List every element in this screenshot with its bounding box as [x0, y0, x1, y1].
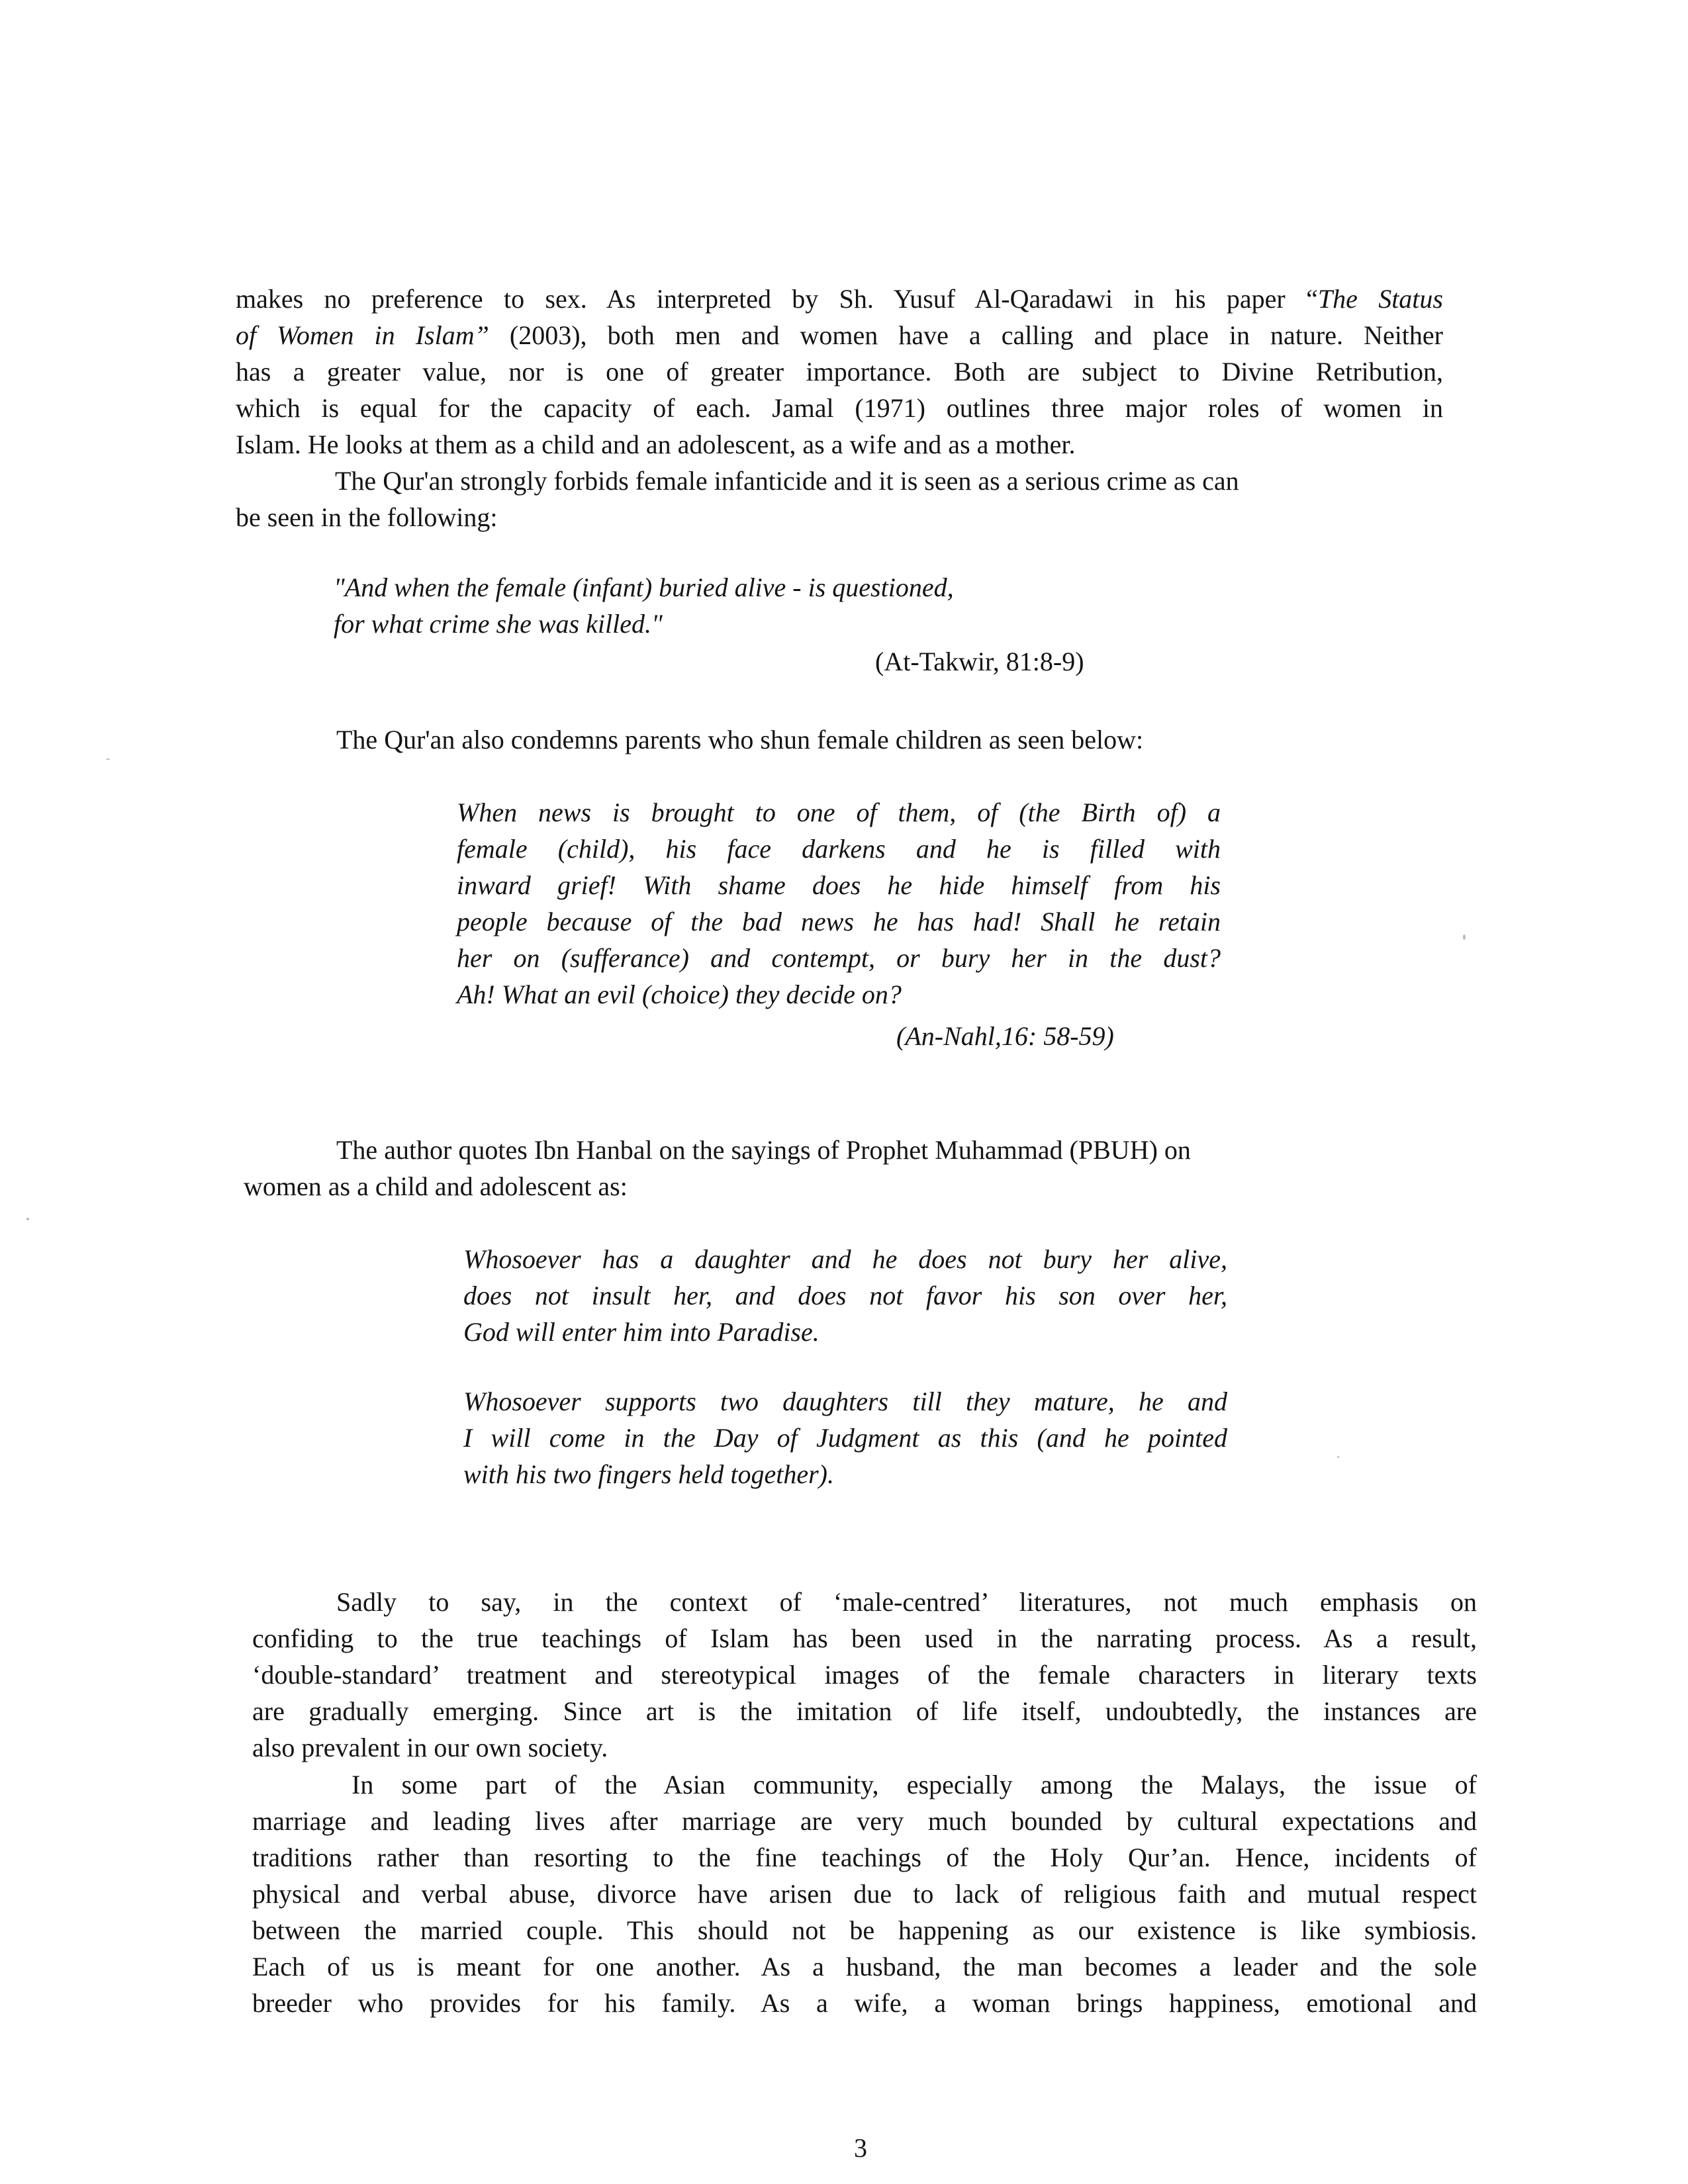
- quote-3-line-2: does not insult her, and does not favor his son over her,: [463, 1281, 1227, 1310]
- paragraph-6-line-6: Each of us is meant for one another. As a husband, the man becomes a leader and the sole: [252, 1952, 1477, 1981]
- paragraph-6-line-2: marriage and leading lives after marriage are very much bounded by cultural expectations and: [252, 1806, 1477, 1836]
- paragraph-5-line-4: are gradually emerging. Since art is the imitation of life itself, undoubtedly, the instances are: [252, 1696, 1477, 1726]
- quote-2-line-6: Ah! What an evil (choice) they decide on?: [457, 979, 902, 1009]
- quote-3-line-3: God will enter him into Paradise.: [463, 1317, 820, 1347]
- paragraph-6-line-4: physical and verbal abuse, divorce have arisen due to lack of religious faith and mutual respect: [252, 1879, 1477, 1909]
- paragraph-3-line-1: The Qur'an also condemns parents who shun female children as seen below:: [336, 725, 1144, 754]
- paragraph-5-line-1: Sadly to say, in the context of ‘male-centred’ literatures, not much emphasis on: [336, 1587, 1477, 1617]
- quote-4-line-3: with his two fingers held together).: [463, 1459, 834, 1489]
- quote-1-citation: (At-Takwir, 81:8-9): [875, 647, 1084, 676]
- paragraph-1: [236, 281, 1443, 463]
- quote-4-line-2: I will come in the Day of Judgment as this (and he pointed: [463, 1423, 1227, 1453]
- quote-4-line-1: Whosoever supports two daughters till they mature, he and: [463, 1387, 1227, 1416]
- paper-title-part-1: The Status: [1317, 284, 1443, 314]
- paragraph-6-line-3: traditions rather than resorting to the fine teachings of the Holy Qur’an. Hence, incidents of: [252, 1843, 1477, 1872]
- scan-speck: [1463, 934, 1466, 940]
- quote-an-nahl: [457, 794, 1221, 1013]
- paragraph-6-line-5: between the married couple. This should not be happening as our existence is like symbiosis.: [252, 1915, 1477, 1945]
- quote-2-line-4: people because of the bad news he has had! Shall he retain: [457, 907, 1221, 936]
- paper-title-part-2: of Women in Islam”: [236, 320, 489, 350]
- paragraph-2: [236, 463, 1443, 535]
- paragraph-4-line-1: The author quotes Ibn Hanbal on the sayings of Prophet Muhammad (PBUH) on: [336, 1135, 1191, 1165]
- paragraph-2-line-1: The Qur'an strongly forbids female infanticide and it is seen as a serious crime as can: [335, 466, 1239, 496]
- quote-1-line-1: "And when the female (infant) buried alive - is questioned,: [334, 572, 954, 602]
- paragraph-1-line-5: Islam. He looks at them as a child and an adolescent, as a wife and as a mother.: [236, 430, 1076, 459]
- quote-2-line-3: inward grief! With shame does he hide himself from his: [457, 870, 1221, 900]
- quote-2-line-5: her on (sufferance) and contempt, or bury her in the dust?: [457, 943, 1221, 973]
- paragraph-4-line-2: women as a child and adolescent as:: [244, 1171, 628, 1201]
- quote-hadith-1: [463, 1241, 1227, 1350]
- paragraph-5-line-5: also prevalent in our own society.: [252, 1733, 608, 1762]
- paragraph-1-line-3: has a greater value, nor is one of greater importance. Both are subject to Divine Retribution,: [236, 357, 1443, 387]
- scan-speck: [26, 1218, 29, 1220]
- paragraph-1-line-1-text: makes no preference to sex. As interpreted by Sh. Yusuf Al-Qaradawi in his paper “: [236, 284, 1318, 314]
- paragraph-4: [244, 1132, 1191, 1205]
- paragraph-1-line-1: [236, 281, 1443, 317]
- paragraph-6-line-1: In some part of the Asian community, especially among the Malays, the issue of: [352, 1770, 1477, 1799]
- quote-at-takwir: [334, 569, 954, 642]
- quote-hadith-2: [463, 1383, 1227, 1492]
- paragraph-1-line-4: which is equal for the capacity of each. Jamal (1971) outlines three major roles of women in: [236, 393, 1443, 423]
- paragraph-6: [252, 1766, 1477, 2021]
- paragraph-6-line-7: breeder who provides for his family. As a wife, a woman brings happiness, emotional and: [252, 1988, 1477, 2018]
- scan-speck: [1337, 1456, 1339, 1458]
- quote-1-line-2: for what crime she was killed.": [334, 609, 663, 639]
- paragraph-1-line-2-text: (2003), both men and women have a calling and place in nature. Neither: [489, 320, 1443, 350]
- quote-3-line-1: Whosoever has a daughter and he does not bury her alive,: [463, 1244, 1227, 1274]
- paragraph-1-line-2: [236, 317, 1443, 353]
- quote-2-citation: (An-Nahl,16: 58-59): [896, 1021, 1114, 1051]
- quote-2-line-2: female (child), his face darkens and he is filled with: [457, 834, 1221, 864]
- paragraph-3: [336, 721, 1143, 758]
- paragraph-5-line-3: ‘double-standard’ treatment and stereotypical images of the female characters in literary texts: [252, 1660, 1477, 1690]
- page-number: 3: [854, 2133, 867, 2163]
- paragraph-5: [252, 1584, 1477, 1766]
- paragraph-5-line-2: confiding to the true teachings of Islam has been used in the narrating process. As a result,: [252, 1623, 1477, 1653]
- paragraph-2-line-2: be seen in the following:: [236, 502, 498, 532]
- quote-2-line-1: When news is brought to one of them, of (the Birth of) a: [457, 797, 1221, 827]
- scan-speck: [106, 758, 110, 760]
